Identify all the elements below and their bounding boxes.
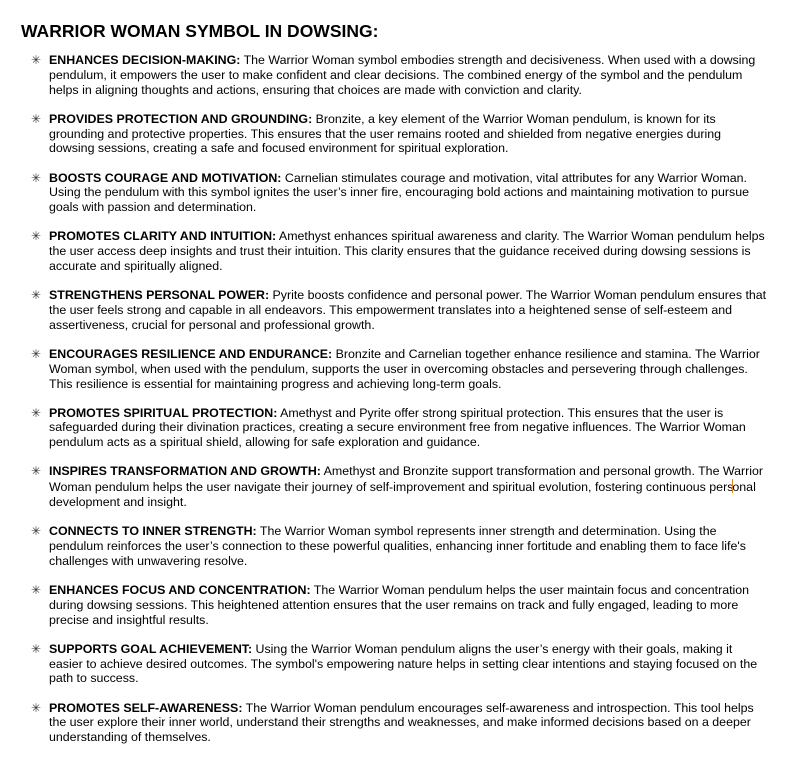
benefits-list — [0, 53, 794, 759]
asterisk-bullet-icon: ✳ — [31, 700, 42, 715]
item-heading: CONNECTS TO INNER STRENGTH: — [49, 524, 257, 539]
item-text: Bronzite, a key element of the Warrior Woman pendulum, is known for its grounding and protective properties. This ensures that the user remains rooted and shielded from negative energies during dowsing sessions, creating a safe and focused environment for spiritual exploration. — [49, 111, 722, 156]
item-text: Amethyst and Pyrite offer strong spiritual protection. This ensures that the user is safeguarded during their divination practices, creating a secure environment free from negative influences. The Warrior Woman pendulum acts as a spiritual shield, allowing for safe exploration and guidance. — [49, 405, 746, 450]
item-text: The Warrior Woman pendulum encourages self-awareness and introspection. This tool helps the user explore their inner world, understand their strengths and weaknesses, and make informed decisions based on a deeper understanding of themselves. — [49, 700, 754, 745]
item-heading: ENHANCES FOCUS AND CONCENTRATION: — [49, 583, 311, 598]
item-heading: BOOSTS COURAGE AND MOTIVATION: — [49, 170, 282, 185]
item-text: Amethyst and Bronzite support transformation and personal growth. The Warrior Woman pendulum helps the user navigate their journey of self-improvement and spiritual evolution, fostering continuous pers — [49, 464, 764, 495]
asterisk-bullet-icon: ✳ — [31, 405, 42, 420]
item-heading: INSPIRES TRANSFORMATION AND GROWTH: — [49, 464, 321, 479]
list-item — [0, 642, 769, 686]
item-heading: PROMOTES CLARITY AND INTUITION: — [49, 229, 277, 244]
list-item — [0, 701, 769, 745]
asterisk-bullet-icon: ✳ — [31, 464, 42, 479]
list-item — [0, 524, 769, 568]
list-item — [0, 53, 769, 97]
item-text: Using the Warrior Woman pendulum aligns the user’s energy with their goals, making it easier to achieve desired outcomes. The symbol's empowering nature helps in setting clear intentions and staying focused on the path to success. — [49, 641, 758, 686]
item-text: Carnelian stimulates courage and motivation, vital attributes for any Warrior Woman. Using the pendulum with this symbol ignites the user’s inner fire, encouraging bold actions and maintaining motivation to pursue goals with passion and determination. — [49, 170, 750, 215]
item-heading: PROMOTES SELF-AWARENESS: — [49, 700, 243, 715]
item-text: The Warrior Woman symbol embodies strength and decisiveness. When used with a dowsing pendulum, it empowers the user to make confident and clear decisions. The combined energy of the symbol and the pendulum helps in aligning thoughts and actions, ensuring that choices are made with conviction and clarity. — [49, 53, 756, 97]
item-heading: PROMOTES SPIRITUAL PROTECTION: — [49, 405, 278, 420]
asterisk-bullet-icon: ✳ — [31, 346, 42, 361]
asterisk-bullet-icon: ✳ — [31, 641, 42, 656]
item-text: The Warrior Woman pendulum helps the user maintain focus and concentration during dowsing sessions. This heightened attention ensures that the user remains on track and fully engaged, leading to more precise and insightful results. — [49, 583, 750, 627]
list-item — [0, 229, 769, 273]
list-item — [0, 583, 769, 627]
item-text: The Warrior Woman symbol represents inner strength and determination. Using the pendulum reinforces the user’s connection to these powerful qualities, enhancing inner fortitude and enabling them to face life's challenges with unwavering resolve. — [49, 524, 746, 568]
list-item — [0, 347, 769, 391]
item-heading: ENHANCES DECISION-MAKING: — [49, 53, 241, 67]
item-text: Amethyst enhances spiritual awareness and clarity. The Warrior Woman pendulum helps the user access deep insights and trust their intuition. This clarity ensures that the guidance received during dowsing sessions is accurate and spiritually aligned. — [49, 229, 765, 273]
asterisk-bullet-icon: ✳ — [31, 53, 42, 67]
item-text: Bronzite and Carnelian together enhance resilience and stamina. The Warrior Woman symbol, when used with the pendulum, supports the user in overcoming obstacles and persevering through challenges. This resilience is essential for maintaining progress and achieving long-term goals. — [49, 346, 760, 391]
asterisk-bullet-icon: ✳ — [31, 288, 42, 303]
asterisk-bullet-icon: ✳ — [31, 229, 42, 244]
list-item — [0, 112, 769, 156]
asterisk-bullet-icon: ✳ — [31, 170, 42, 185]
asterisk-bullet-icon: ✳ — [31, 583, 42, 598]
item-heading: STRENGTHENS PERSONAL POWER: — [49, 288, 270, 303]
asterisk-bullet-icon: ✳ — [31, 524, 42, 539]
list-item — [0, 288, 769, 332]
item-text-continued: onal development and insight. — [49, 480, 756, 510]
item-heading: PROVIDES PROTECTION AND GROUNDING: — [49, 111, 313, 126]
page-title: WARRIOR WOMAN SYMBOL IN DOWSING: — [21, 21, 379, 41]
asterisk-bullet-icon: ✳ — [31, 111, 42, 126]
item-heading: ENCOURAGES RESILIENCE AND ENDURANCE: — [49, 346, 333, 361]
list-item — [0, 406, 769, 450]
list-item — [0, 464, 769, 509]
list-item — [0, 171, 769, 215]
item-text: Pyrite boosts confidence and personal power. The Warrior Woman pendulum ensures that the user feels strong and capable in all endeavors. This empowerment translates into a heightened sense of self-esteem and assertiveness, crucial for personal and professional growth. — [49, 288, 767, 332]
item-heading: SUPPORTS GOAL ACHIEVEMENT: — [49, 641, 253, 656]
